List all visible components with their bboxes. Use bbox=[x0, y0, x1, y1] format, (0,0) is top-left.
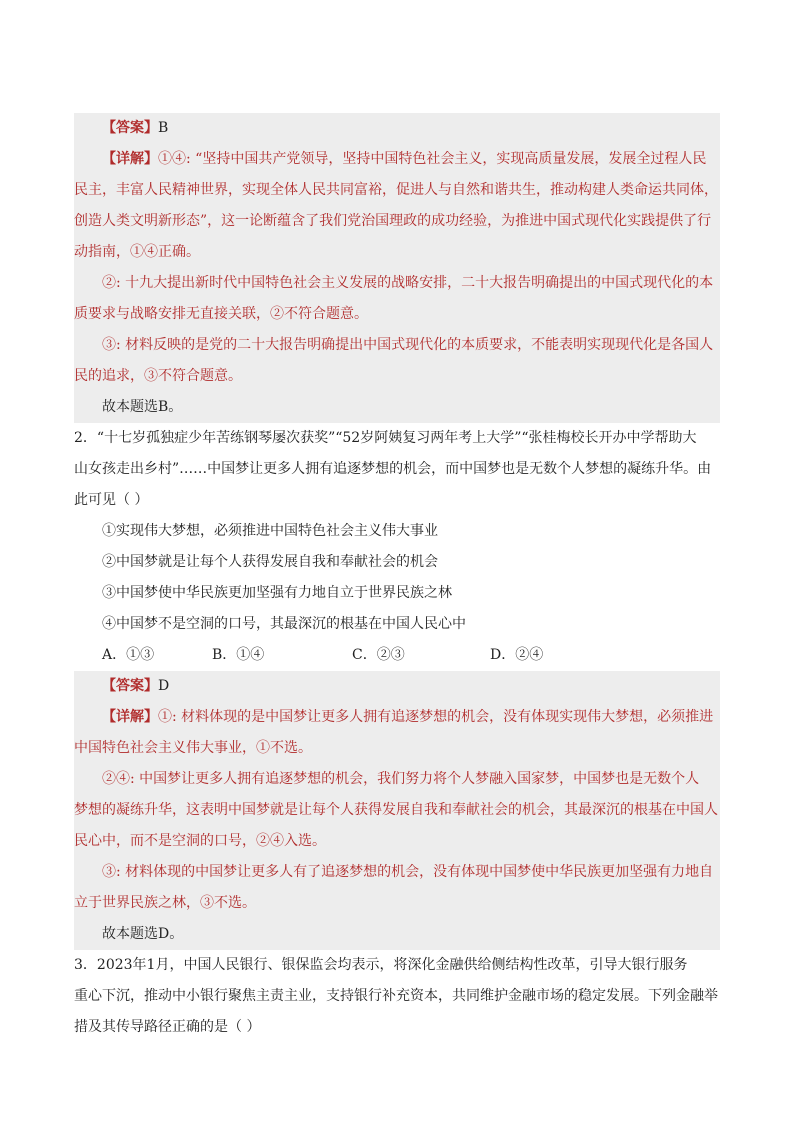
answer-tag: 【答案】 bbox=[102, 678, 158, 694]
q3-stem-line: 措及其传导路径正确的是（ ） bbox=[74, 1019, 261, 1035]
detail-tag: 【详解】 bbox=[102, 151, 158, 167]
q1-detail-2-line: 质要求与战略安排无直接关联，②不符合题意。 bbox=[74, 306, 368, 322]
answer-tag: 【答案】 bbox=[102, 120, 158, 136]
q1-detail-3-line: ③: 材料反映的是党的二十大报告明确提出中国式现代化的本质要求，不能表明实现现代化是各国人 bbox=[102, 337, 714, 353]
q2-options bbox=[74, 640, 720, 671]
q1-detail-line: 动指南，①④正确。 bbox=[74, 244, 200, 260]
q2-detail-2-line: 梦想的凝练升华，这表明中国梦就是让每个人获得发展自我和奉献社会的机会，其最深沉的根基在中国人 bbox=[74, 802, 718, 818]
q1-answer-line bbox=[74, 113, 720, 144]
q2-detail-2-line: 民心中，而不是空洞的口号，②④入选。 bbox=[74, 833, 326, 849]
q2-stem-line: 山女孩走出乡村”……中国梦让更多人拥有追逐梦想的机会，而中国梦也是无数个人梦想的凝练升华。由 bbox=[74, 461, 712, 477]
q3-stem-line: 3．2023年1月，中国人民银行、银保监会均表示，将深化金融供给侧结构性改革，引导大银行服务 bbox=[74, 957, 688, 973]
q1-detail-line: 民主，丰富人民精神世界，实现全体人民共同富裕，促进人与自然和谐共生，推动构建人类命运共同体， bbox=[74, 182, 718, 198]
q1-detail-line: 创造人类文明新形态”，这一论断蕴含了我们党治国理政的成功经验，为推进中国式现代化实践提供了行 bbox=[74, 213, 712, 229]
q2-detail-3-line: 立于世界民族之林，③不选。 bbox=[74, 895, 256, 911]
option-d: D．②④ bbox=[490, 647, 544, 663]
q2-detail-3-line: ③: 材料体现的中国梦让更多人有了追逐梦想的机会，没有体现中国梦使中华民族更加坚强有力地自 bbox=[102, 864, 714, 880]
q1-detail-2-line: ②: 十九大提出新时代中国特色社会主义发展的战略安排，二十大报告明确提出的中国式现代化的本 bbox=[102, 275, 714, 291]
answer-value: D bbox=[158, 678, 170, 694]
q2-detail-line: 中国特色社会主义伟大事业，①不选。 bbox=[74, 740, 312, 756]
q2-conclusion: 故本题选D。 bbox=[102, 926, 184, 942]
q2-statement: ④中国梦不是空洞的口号，其最深沉的根基在中国人民心中 bbox=[102, 616, 466, 632]
document-page bbox=[74, 113, 720, 1043]
q3-stem-line: 重心下沉，推动中小银行聚焦主责主业，支持银行补充资本，共同维护金融市场的稳定发展。下列金融举 bbox=[74, 988, 718, 1004]
answer-value: B bbox=[158, 120, 169, 136]
detail-text: ①④: “坚持中国共产党领导，坚持中国特色社会主义，实现高质量发展，发展全过程人民 bbox=[158, 151, 707, 167]
q2-detail-2-line: ②④: 中国梦让更多人拥有追逐梦想的机会，我们努力将个人梦融入国家梦，中国梦也是无数个人 bbox=[102, 771, 700, 787]
q2-statement: ②中国梦就是让每个人获得发展自我和奉献社会的机会 bbox=[102, 554, 438, 570]
q2-answer-block bbox=[74, 671, 720, 950]
detail-text: ①: 材料体现的是中国梦让更多人拥有追逐梦想的机会，没有体现实现伟大梦想，必须推进 bbox=[158, 709, 714, 725]
detail-tag: 【详解】 bbox=[102, 709, 158, 725]
q1-detail-line bbox=[74, 144, 720, 175]
q1-detail-3-line: 民的追求，③不符合题意。 bbox=[74, 368, 242, 384]
q2-statement: ③中国梦使中华民族更加坚强有力地自立于世界民族之林 bbox=[102, 585, 452, 601]
q1-answer-block bbox=[74, 113, 720, 423]
q2-answer-line bbox=[74, 671, 720, 702]
option-c: C．②③ bbox=[352, 647, 405, 663]
option-b: B．①④ bbox=[212, 647, 265, 663]
q1-conclusion: 故本题选B。 bbox=[102, 399, 183, 415]
q2-stem-line: 此可见（ ） bbox=[74, 492, 149, 508]
q2-detail-line bbox=[74, 702, 720, 733]
q2-statement: ①实现伟大梦想，必须推进中国特色社会主义伟大事业 bbox=[102, 523, 438, 539]
option-a: A．①③ bbox=[102, 647, 155, 663]
q2-stem-line: 2．“十七岁孤独症少年苦练钢琴屡次获奖”“52岁阿姨复习两年考上大学”“张桂梅校长开办中学帮助大 bbox=[74, 430, 697, 446]
